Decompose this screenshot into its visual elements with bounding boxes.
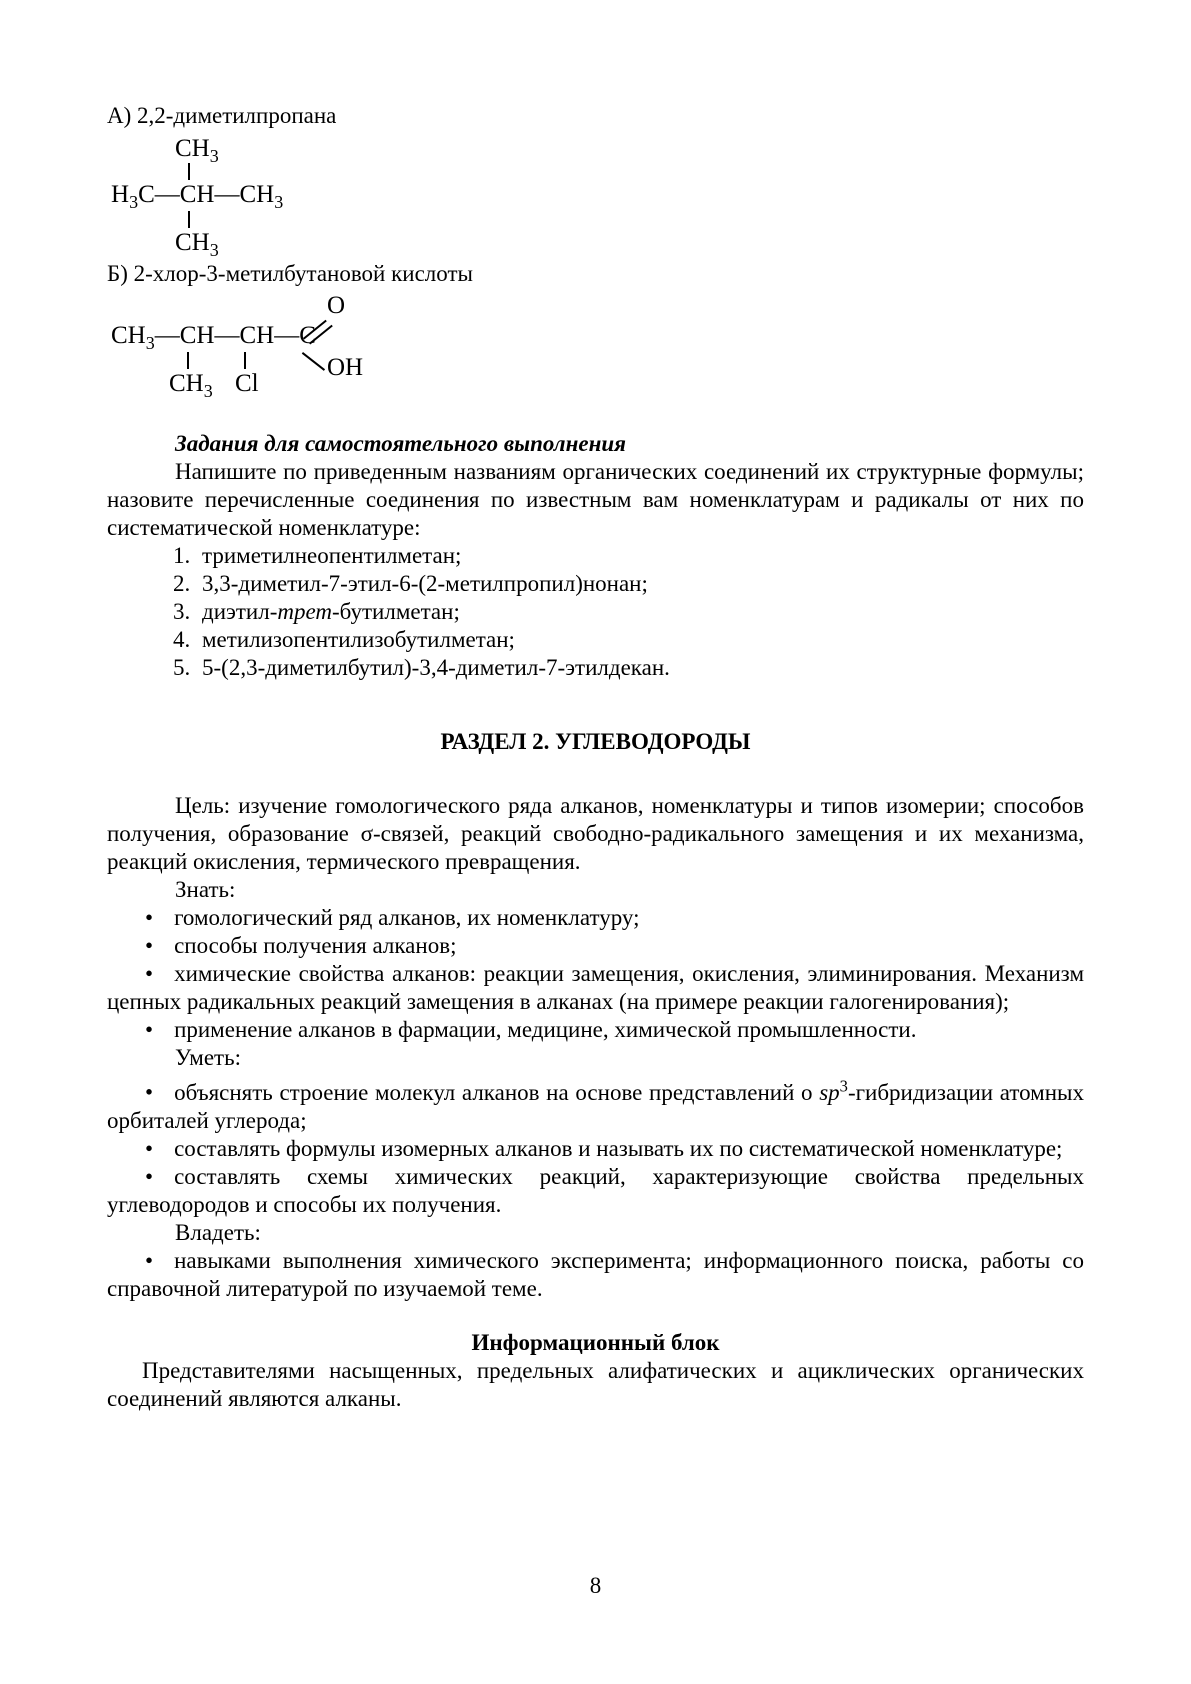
- compound-b-label: Б) 2-хлор-3-метилбутановой кислоты: [107, 261, 473, 286]
- list-item-2: [107, 570, 1084, 598]
- atom-main-row: $H_3C—CH—CH_3$: [111, 181, 284, 212]
- list-item-number: 4.: [173, 627, 191, 652]
- own-label: Владеть:: [175, 1219, 261, 1245]
- list-item-number: 5.: [173, 655, 191, 680]
- structure-b-chloro-methylbutanoic-acid: [111, 292, 531, 402]
- bullet-item: [107, 1247, 1084, 1303]
- know-label: Знать:: [175, 877, 236, 902]
- bullet-item: [107, 960, 1084, 1016]
- bullet-text: химические свойства алканов: реакции замещения, окисления, элиминирования. Механизм цепных радикальных реакций замещения в алканах (на примере реакции галогенирования);: [107, 961, 1084, 1014]
- structure-a-dimethylpropane: [111, 135, 411, 260]
- list-item-5: [107, 654, 1084, 682]
- bullet-item: [107, 1072, 1084, 1135]
- bullet-text: гомологический ряд алканов, их номенклатуру;: [174, 905, 640, 930]
- compound-a-label: А) 2,2-диметилпропана: [107, 103, 337, 128]
- atom-ch3-bottom: $CH_3$: [175, 229, 219, 260]
- bullet-text: составлять формулы изомерных алканов и называть их по систематической номенклатуре;: [174, 1135, 1063, 1161]
- atom-main-row: $CH_3—CH—CH—C$: [111, 322, 316, 353]
- info-paragraph: Представителями насыщенных, предельных алифатических и ациклических органических соединений являются алканы.: [107, 1357, 1084, 1411]
- atom-chlorine: Cl: [235, 370, 259, 397]
- bullet-text: способы получения алканов;: [174, 933, 457, 958]
- list-item-3: [107, 598, 1084, 626]
- list-item-text: метилизопентилизобутилметан;: [202, 627, 515, 652]
- list-item-number: 2.: [173, 571, 191, 596]
- list-item-number: 3.: [173, 599, 191, 624]
- bullet-item: [107, 1016, 1084, 1044]
- bullet-item: [107, 1163, 1084, 1219]
- list-item-text: 5-(2,3-диметилбутил)-3,4-диметил-7-этилдекан.: [202, 655, 670, 680]
- tasks-list: [107, 542, 1084, 682]
- bullet-item: [107, 904, 1084, 932]
- bullet-marker: •: [145, 961, 154, 986]
- section-heading: РАЗДЕЛ 2. УГЛЕВОДОРОДЫ: [440, 729, 751, 754]
- section-goal: Цель: изучение гомологического ряда алканов, номенклатуры и типов изомерии; способов получения, образование σ-связей, реакций свободно-радикального замещения и их механизма, реакций окисления, термического превращения.: [107, 793, 1084, 874]
- bullet-marker: •: [145, 933, 154, 958]
- bullet-text: составлять схемы химических реакций, характеризующие свойства предельных углеводородов и способы их получения.: [107, 1163, 1084, 1217]
- bond-vertical-methyl: [187, 352, 189, 369]
- page-number: 8: [589, 1573, 602, 1598]
- bullet-marker: •: [145, 905, 154, 930]
- tasks-heading: Задания для самостоятельного выполнения: [175, 431, 626, 456]
- atom-oxygen: O: [327, 292, 346, 319]
- bullet-text: применение алканов в фармации, медицине, химической промышленности.: [174, 1017, 917, 1042]
- bullet-marker: •: [145, 1017, 154, 1042]
- list-item-text: триметилнеопентилметан;: [202, 543, 462, 568]
- bullet-text: навыками выполнения химического эксперимента; информационного поиска, работы со справочной литературой по изучаемой теме.: [107, 1247, 1084, 1301]
- able-label: Уметь:: [175, 1045, 241, 1070]
- atom-hydroxyl: OH: [327, 354, 364, 381]
- bond-vertical-top: [188, 163, 190, 180]
- list-item-4: [107, 626, 1084, 654]
- info-heading: Информационный блок: [471, 1329, 720, 1355]
- list-item-number: 1.: [173, 543, 191, 568]
- bullet-item: [107, 1135, 1084, 1163]
- bullet-marker: •: [145, 1163, 154, 1189]
- bullet-marker: •: [145, 1079, 154, 1105]
- bullet-marker: •: [145, 1247, 154, 1273]
- tasks-intro: Напишите по приведенным названиям органических соединений их структурные формулы; назовите перечисленные соединения по известным вам номенклатурам и радикалы от них по систематической номенклатуре:: [107, 459, 1084, 540]
- atom-ch3-top: $CH_3$: [175, 135, 219, 166]
- bullet-item: [107, 932, 1084, 960]
- bullet-marker: •: [145, 1135, 154, 1161]
- bullet-text: объяснять строение молекул алканов на основе представлений о $sp^3$-гибридизации атомных орбиталей углерода;: [107, 1076, 1085, 1133]
- bond-vertical-chlorine: [244, 352, 246, 369]
- list-item-text: диэтил-трет-бутилметан;: [202, 599, 460, 624]
- atom-methyl: $CH_3$: [169, 370, 213, 401]
- list-item-1: [107, 542, 1084, 570]
- list-item-text: 3,3-диметил-7-этил-6-(2-метилпропил)нонан;: [202, 571, 648, 596]
- bond-vertical-bottom: [188, 211, 190, 228]
